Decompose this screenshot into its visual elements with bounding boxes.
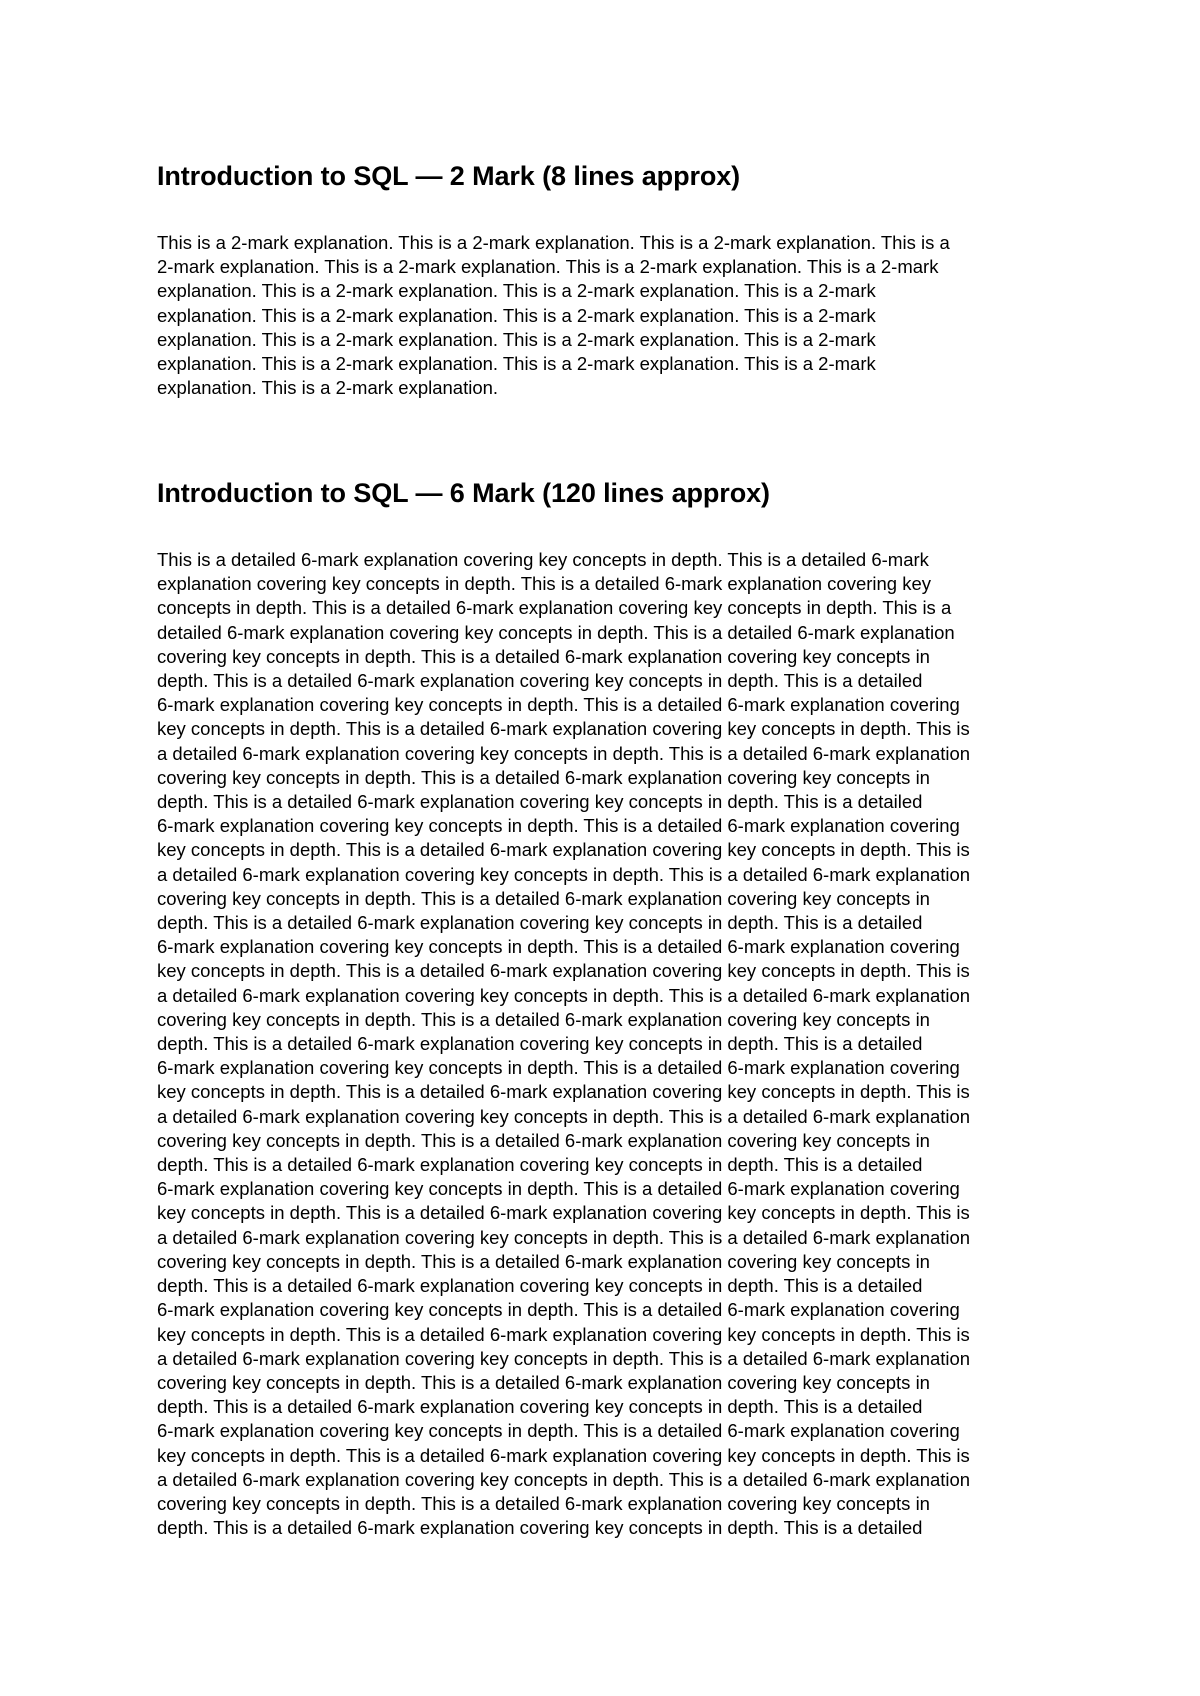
body-text-line: covering key concepts in depth. This is a detailed 6-mark explanation covering key concepts in (157, 1008, 930, 1030)
body-text-line: covering key concepts in depth. This is a detailed 6-mark explanation covering key concepts in (157, 645, 930, 667)
body-text-line: key concepts in depth. This is a detailed 6-mark explanation covering key concepts in depth. This is (157, 1202, 970, 1224)
body-text-line: key concepts in depth. This is a detailed 6-mark explanation covering key concepts in depth. This is (157, 1323, 970, 1345)
body-text-line: This is a detailed 6-mark explanation covering key concepts in depth. This is a detailed 6-mark (157, 549, 929, 570)
body-text-line: a detailed 6-mark explanation covering key concepts in depth. This is a detailed 6-mark explanation (157, 863, 971, 885)
body-text-line: a detailed 6-mark explanation covering key concepts in depth. This is a detailed 6-mark explanation (157, 1468, 971, 1490)
body-text-line: key concepts in depth. This is a detailed 6-mark explanation covering key concepts in depth. This is (157, 960, 970, 982)
body-text-line: key concepts in depth. This is a detailed 6-mark explanation covering key concepts in depth. This is (157, 839, 970, 861)
body-text-line: depth. This is a detailed 6-mark explanation covering key concepts in depth. This is a detailed (157, 1154, 923, 1176)
body-text-line: a detailed 6-mark explanation covering key concepts in depth. This is a detailed 6-mark explanation (157, 1105, 971, 1127)
body-text-line: covering key concepts in depth. This is a detailed 6-mark explanation covering key concepts in (157, 1492, 930, 1514)
body-text-line: a detailed 6-mark explanation covering key concepts in depth. This is a detailed 6-mark explanation (157, 1347, 971, 1369)
body-text-line: key concepts in depth. This is a detailed 6-mark explanation covering key concepts in depth. This is (157, 1081, 970, 1103)
body-text-line: 6-mark explanation covering key concepts in depth. This is a detailed 6-mark explanation covering (157, 1299, 960, 1321)
body-text-line: depth. This is a detailed 6-mark explanation covering key concepts in depth. This is a detailed (157, 912, 923, 934)
body-text-line: This is a 2-mark explanation. This is a 2-mark explanation. This is a 2-mark explanation. This is a (157, 232, 950, 253)
body-text-line: covering key concepts in depth. This is a detailed 6-mark explanation covering key concepts in (157, 887, 930, 909)
body-text-line: depth. This is a detailed 6-mark explanation covering key concepts in depth. This is a detailed (157, 1275, 923, 1297)
body-text-line: explanation. This is a 2-mark explanation. This is a 2-mark explanation. This is a 2-mark (157, 280, 876, 302)
body-text-line: concepts in depth. This is a detailed 6-mark explanation covering key concepts in depth. This is a (157, 597, 952, 619)
body-text-line: covering key concepts in depth. This is a detailed 6-mark explanation covering key concepts in (157, 766, 930, 788)
body-text-line: 6-mark explanation covering key concepts in depth. This is a detailed 6-mark explanation covering (157, 1420, 960, 1442)
body-text-line: 6-mark explanation covering key concepts in depth. This is a detailed 6-mark explanation covering (157, 1057, 960, 1079)
body-text-line: depth. This is a detailed 6-mark explanation covering key concepts in depth. This is a detailed (157, 791, 923, 813)
body-text-line: explanation covering key concepts in depth. This is a detailed 6-mark explanation covering key (157, 573, 932, 595)
body-text-line: 6-mark explanation covering key concepts in depth. This is a detailed 6-mark explanation covering (157, 1178, 960, 1200)
body-text-line: explanation. This is a 2-mark explanation. This is a 2-mark explanation. This is a 2-mark (157, 328, 876, 350)
section-body-6-mark (157, 548, 970, 1540)
body-text-line: key concepts in depth. This is a detailed 6-mark explanation covering key concepts in depth. This is (157, 718, 970, 740)
body-text-line: key concepts in depth. This is a detailed 6-mark explanation covering key concepts in depth. This is (157, 1444, 970, 1466)
body-text-line: a detailed 6-mark explanation covering key concepts in depth. This is a detailed 6-mark explanation (157, 742, 971, 764)
body-text-line: a detailed 6-mark explanation covering key concepts in depth. This is a detailed 6-mark explanation (157, 1226, 971, 1248)
body-text-line: 2-mark explanation. This is a 2-mark explanation. This is a 2-mark explanation. This is a 2-mark (157, 256, 939, 278)
body-text-line: detailed 6-mark explanation covering key concepts in depth. This is a detailed 6-mark explanation (157, 621, 955, 643)
body-text-line: covering key concepts in depth. This is a detailed 6-mark explanation covering key concepts in (157, 1129, 930, 1151)
body-text-line: a detailed 6-mark explanation covering key concepts in depth. This is a detailed 6-mark explanation (157, 984, 971, 1006)
body-text-line: 6-mark explanation covering key concepts in depth. This is a detailed 6-mark explanation covering (157, 936, 960, 958)
section-heading-6-mark: Introduction to SQL — 6 Mark (120 lines approx) (157, 478, 770, 508)
section-heading-2-mark: Introduction to SQL — 2 Mark (8 lines approx) (157, 161, 741, 191)
body-text-line: 6-mark explanation covering key concepts in depth. This is a detailed 6-mark explanation covering (157, 694, 960, 716)
body-text-line: depth. This is a detailed 6-mark explanation covering key concepts in depth. This is a detailed (157, 670, 923, 692)
body-text-line: explanation. This is a 2-mark explanation. (157, 377, 499, 399)
section-body-2-mark (157, 231, 950, 400)
body-text-line: 6-mark explanation covering key concepts in depth. This is a detailed 6-mark explanation covering (157, 815, 960, 837)
body-text-line: explanation. This is a 2-mark explanation. This is a 2-mark explanation. This is a 2-mark (157, 304, 876, 326)
body-text-line: covering key concepts in depth. This is a detailed 6-mark explanation covering key concepts in (157, 1250, 930, 1272)
body-text-line: covering key concepts in depth. This is a detailed 6-mark explanation covering key concepts in (157, 1371, 930, 1393)
body-text-line: depth. This is a detailed 6-mark explanation covering key concepts in depth. This is a detailed (157, 1033, 923, 1055)
body-text-line: depth. This is a detailed 6-mark explanation covering key concepts in depth. This is a detailed (157, 1396, 923, 1418)
body-text-line: depth. This is a detailed 6-mark explanation covering key concepts in depth. This is a detailed (157, 1517, 923, 1539)
body-text-line: explanation. This is a 2-mark explanation. This is a 2-mark explanation. This is a 2-mark (157, 353, 876, 375)
